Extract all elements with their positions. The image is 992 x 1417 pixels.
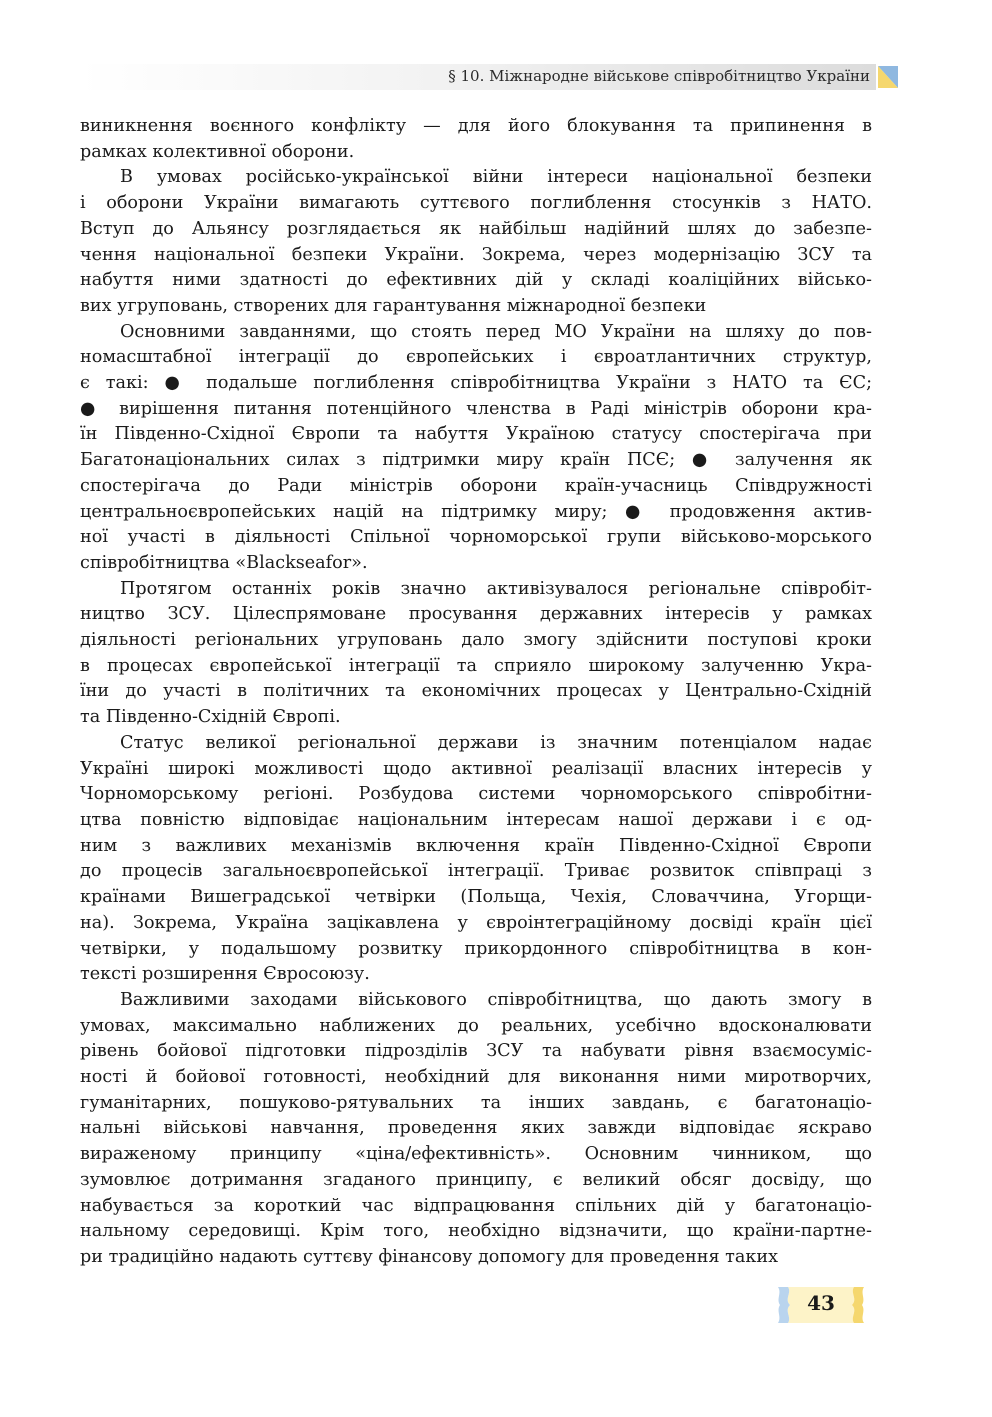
text-line: ництво ЗСУ. Цілеспрямоване просування державних інтересів у рамках [80, 604, 872, 625]
text-line: центральноєвропейських націй на підтримку миру; ● продовження актив- [80, 501, 872, 522]
corner-ribbon-icon [878, 66, 898, 88]
text-line: Чорноморському регіоні. Розбудова системи чорноморського співробітни- [80, 784, 872, 805]
text-line: ної участі в діяльності Спільної чорноморської групи військово-морського [80, 527, 872, 548]
text-line: зумовлює дотримання згаданого принципу, є великий обсяг досвіду, що [80, 1169, 872, 1190]
text-line: гуманітарних, пошуково-рятувальних та інших завдань, є багатонаціо- [80, 1092, 872, 1113]
running-header [80, 64, 876, 90]
text-line: Протягом останніх років значно активізувалося регіональне співробіт- [120, 578, 872, 599]
text-line: ● вирішення питання потенційного членства в Раді міністрів оборони кра- [80, 398, 872, 419]
text-line: вираженому принципу «ціна/ефективність». Основним чинником, що [80, 1144, 872, 1165]
text-line: Основними завданнями, що стоять перед МО України на шляху до пов- [120, 321, 872, 342]
text-line: четвірки, у подальшому розвитку прикордонного співробітництва в кон- [80, 938, 872, 959]
text-line: цтва повністю відповідає національним інтересам нашої держави і є од- [80, 809, 872, 830]
text-line: умовах, максимально наближених до реальних, усебічно вдосконалювати [80, 1015, 872, 1036]
text-line: і оборони України вимагають суттєвого поглиблення стосунків з НАТО. [80, 193, 872, 214]
text-line: та Південно-Східній Європі. [80, 707, 341, 728]
text-line: до процесів загальноєвропейської інтеграції. Триває розвиток співпраці з [80, 861, 872, 882]
text-line: діяльності регіональних угруповань дало змогу здійснити поступові кроки [80, 630, 872, 651]
text-line: набуття ними здатності до ефективних дій у складі коаліційних військо- [80, 270, 872, 291]
text-line: ності й бойової готовності, необхідний для виконання ними миротворчих, [80, 1067, 872, 1088]
text-line: набувається за короткий час відпрацювання спільних дій у багатонаціо- [80, 1195, 872, 1216]
text-line: рамках колективної оборони. [80, 141, 355, 162]
body-text [80, 114, 872, 1271]
text-line: нальні військові навчання, проведення яких завжди відповідає яскраво [80, 1118, 872, 1139]
text-line: Україні широкі можливості щодо активної реалізації власних інтересів у [80, 758, 872, 779]
text-line: нальному середовищі. Крім того, необхідно відзначити, що країни-партне- [80, 1221, 872, 1242]
text-line: ним з важливих механізмів включення країн Південно-Східної Європи [80, 835, 872, 856]
text-line: вих угруповань, створених для гарантування міжнародної безпеки [80, 295, 707, 316]
text-line: рівень бойової підготовки підрозділів ЗСУ та набувати рівня взаємосуміс- [80, 1041, 872, 1062]
text-line: Важливими заходами військового співробітництва, що дають змогу в [120, 989, 872, 1010]
text-line: в процесах європейської інтеграції та сприяло широкому залученню Укра- [80, 655, 872, 676]
text-line: номасштабної інтеграції до європейських і євроатлантичних структур, [80, 347, 872, 368]
text-line: є такі: ● подальше поглиблення співробітництва України з НАТО та ЄС; [80, 373, 872, 394]
text-line: виникнення воєнного конфлікту — для його блокування та припинення в [80, 116, 872, 136]
text-line: тексті розширення Євросоюзу. [80, 964, 370, 985]
text-line: Вступ до Альянсу розглядається як найбільш надійний шлях до забезпе- [80, 218, 872, 239]
text-line: країнами Вишеградської четвірки (Польща, Чехія, Словаччина, Угорщи- [80, 887, 872, 908]
header-title: § 10. Міжнародне військове співробітництво України [448, 67, 870, 85]
text-line: ри традиційно надають суттєву фінансову допомогу для проведення таких [80, 1246, 779, 1267]
text-line: Статус великої регіональної держави із значним потенціалом надає [120, 732, 872, 753]
text-line: спостерігача до Ради міністрів оборони країн-учасниць Співдружності [80, 475, 872, 496]
text-line: В умовах російсько-української війни інтереси національної безпеки [120, 167, 872, 188]
text-line: їн Південно-Східної Європи та набуття Україною статусу спостерігача при [80, 424, 872, 445]
text-line: Багатонаціональних силах з підтримки миру країн ПСЄ; ● залучення як [80, 450, 872, 471]
text-line: на). Зокрема, Україна зацікавлена у євроінтеграційному досвіді країн цієї [80, 912, 872, 933]
text-line: їни до участі в політичних та економічних процесах у Центрально-Східній [80, 681, 872, 702]
text-line: співробітництва «Blackseafor». [80, 552, 368, 573]
page-number: 43 [807, 1291, 835, 1315]
text-line: чення національної безпеки України. Зокрема, через модернізацію ЗСУ та [80, 244, 872, 265]
